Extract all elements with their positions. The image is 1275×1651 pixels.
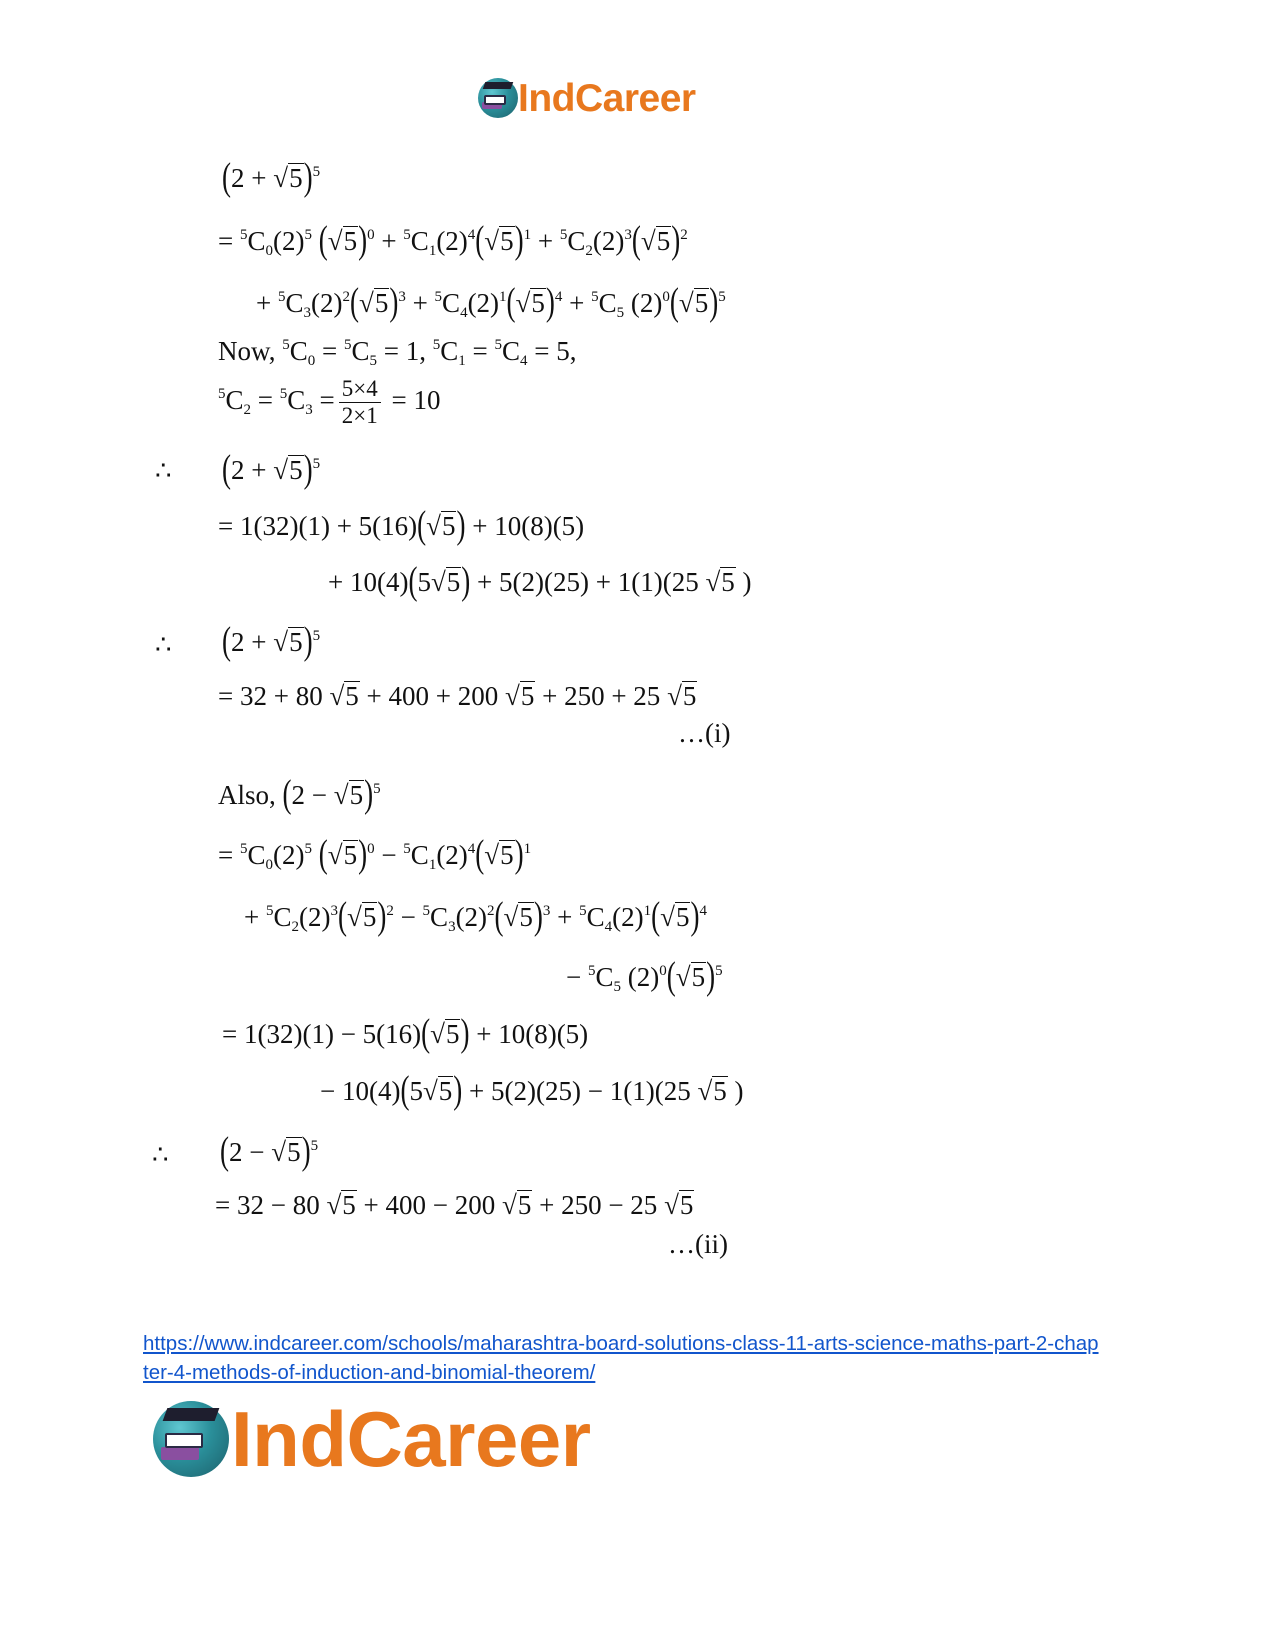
- header-logo: [478, 78, 696, 118]
- therefore-symbol: ∴: [155, 630, 172, 659]
- math-line-14: + $^5C_2(2)^3(√5)^2 - ^5C_3(2)^2(√5)^3 + ^5C_4(2)^1(√5)^4$: [244, 893, 707, 938]
- fraction-numerator: 5×4: [339, 376, 381, 403]
- math-line-8: + 10(4)(5√5) + 5(2)(25) + 1(1)(25 √5 ): [328, 558, 752, 603]
- footer-logo: [153, 1395, 591, 1483]
- therefore-symbol: ∴: [152, 1140, 169, 1169]
- fraction-result: = 10: [391, 385, 441, 416]
- fraction-denominator: 2×1: [341, 403, 378, 429]
- brand-name: IndCareer: [231, 1395, 591, 1483]
- math-line-6: $(2 + √5)^5$: [222, 446, 321, 491]
- math-line-1: $(2 + √5)^5$: [222, 154, 321, 199]
- math-line-17: − 10(4)(5√5) + 5(2)(25) − 1(1)(25 √5 ): [320, 1067, 744, 1112]
- math-line-13: = $^5C_0(2)^5$ $(√5)^0 - ^5C_1(2)^4(√5)^1$: [218, 831, 532, 876]
- equation-tag-ii: …(ii): [668, 1229, 728, 1259]
- math-line-3: + $^5C_3(2)^2(√5)^3 + ^5C_4(2)^1(√5)^4 + ^5C_5$ $(2)^0(√5)^5$: [256, 279, 726, 324]
- math-line-5: $^5C_2 = ^5C_3$ = $\frac{5\times 4}{2\times 1}$ = 10: [218, 376, 441, 429]
- math-line-4: Now, $^5C_0 = ^5C_5 = 1$, $^5C_1 = ^5C_4 = 5$,: [218, 336, 577, 369]
- math-line-10: = 32 + 80 √5 + 400 + 200 √5 + 250 + 25 √5: [218, 681, 697, 711]
- graduation-cap-globe-book-icon: [153, 1401, 229, 1477]
- graduation-cap-globe-book-icon: [478, 78, 518, 118]
- math-line-19: = 32 − 80 √5 + 400 − 200 √5 + 250 − 25 √5: [215, 1190, 694, 1220]
- math-line-12: Also, $(2 - √5)^5$: [218, 771, 381, 816]
- math-line-2: = $^5C_0(2)^5$ $(√5)^0 + ^5C_1(2)^4(√5)^1 + ^5C_2(2)^3(√5)^2$: [218, 217, 688, 262]
- math-line-15: − $^5C_5$ $(2)^0(√5)^5$: [566, 953, 723, 998]
- math-line-18: $(2 - √5)^5$: [220, 1128, 319, 1173]
- math-line-7: = 1(32)(1) + 5(16)(√5) + 10(8)(5): [218, 502, 585, 547]
- therefore-symbol: ∴: [155, 456, 172, 485]
- math-line-16: = 1(32)(1) − 5(16)(√5) + 10(8)(5): [222, 1010, 589, 1055]
- math-line-9: $(2 + √5)^5$: [222, 618, 321, 663]
- brand-name: IndCareer: [518, 76, 696, 120]
- equation-tag-i: …(i): [678, 718, 731, 748]
- source-url-link[interactable]: https://www.indcareer.com/schools/maharashtra-board-solutions-class-11-arts-science-maths-part-2-chapter-4-methods-of-induction-and-binomial-theorem/: [143, 1332, 1099, 1384]
